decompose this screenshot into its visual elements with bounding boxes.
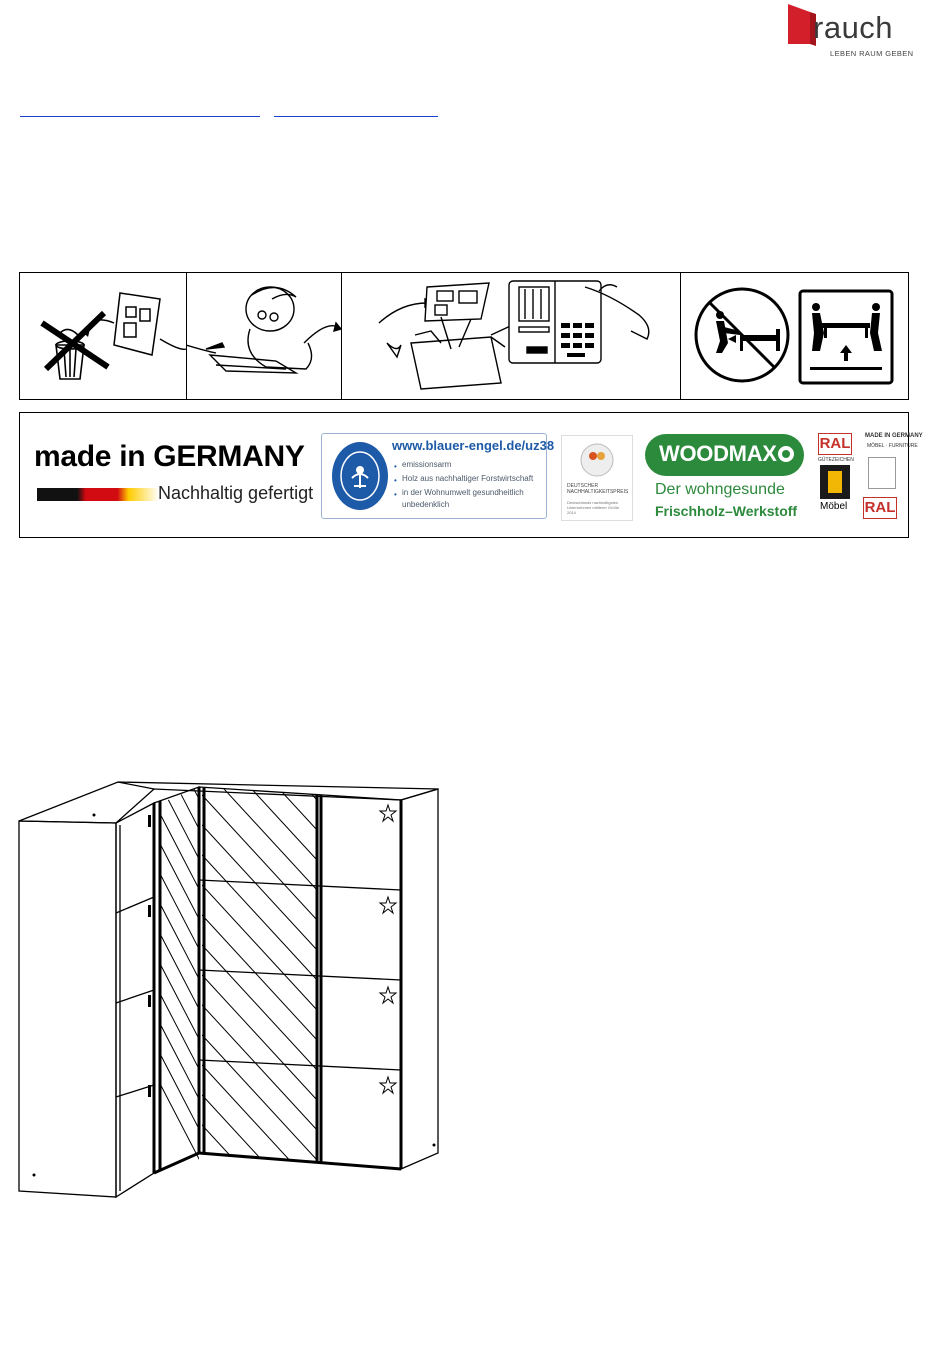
mig-badge-sub: MÖBEL · FURNITURE xyxy=(867,443,918,449)
blauer-engel-item: in der Wohnumwelt gesundheitlich xyxy=(402,488,524,497)
certification-banner xyxy=(19,412,923,538)
panel-read-instructions xyxy=(186,273,342,399)
nachhaltigkeitspreis-sub: Deutschlands nachhaltigstes Unternehmen mittlerer Größe 2014 xyxy=(567,500,620,515)
panel-keep-instructions xyxy=(341,273,681,399)
rauch-logo xyxy=(786,2,912,62)
award-globe-icon xyxy=(579,442,615,478)
nachhaltigkeitspreis-title: DEUTSCHER NACHHALTIGKEITSPREIS xyxy=(567,483,629,495)
mig-badge-title: MADE IN GERMANY xyxy=(865,433,923,439)
blauer-engel-seal-icon xyxy=(330,440,390,512)
blauer-engel-item: emissionsarm xyxy=(402,460,452,469)
blank-field-line-1 xyxy=(20,116,260,117)
blauer-engel-item: Holz aus nachhaltiger Forstwirtschaft xyxy=(402,474,534,483)
ral-label-1: RAL xyxy=(818,433,852,455)
panel-lift-do-not-drag xyxy=(680,273,908,399)
mig-badge-icon xyxy=(868,457,896,489)
ral-label-2: RAL xyxy=(863,497,897,519)
guetezeichen-label: GÜTEZEICHEN xyxy=(818,457,854,463)
blank-field-line-2 xyxy=(274,116,438,117)
nachhaltigkeitspreis-label xyxy=(561,435,633,521)
blauer-engel-item: unbedenklich xyxy=(402,500,450,509)
corner-wardrobe-drawing xyxy=(14,755,444,1200)
made-in-germany-title: made in GERMANY xyxy=(34,440,305,473)
moebel-seal-icon xyxy=(820,465,850,499)
trash-crossed-icon xyxy=(20,273,186,399)
logo-mark-icon xyxy=(786,2,816,46)
blauer-engel-label: www.blauer-engel.de/uz38 emissionsarm Holz aus nachhaltiger Forstwirtschaft in der Wohnumwelt gesundheitlich unbedenklich • • • xyxy=(321,433,547,519)
woodmax-dot-icon xyxy=(778,446,794,462)
made-in-germany-subtitle: Nachhaltig gefertigt xyxy=(158,483,314,503)
woodmax-line-1: Der wohngesunde xyxy=(655,481,785,498)
person-reading-icon xyxy=(186,273,341,399)
logo-tagline: LEBEN RAUM GEBEN xyxy=(830,49,914,58)
lift-furniture-icon xyxy=(680,273,908,399)
instruction-pictogram-strip xyxy=(19,272,909,400)
instructions-folder-icon xyxy=(341,273,680,399)
star-marker-icons xyxy=(380,805,396,1093)
blauer-engel-url: www.blauer-engel.de/uz38 xyxy=(392,438,555,453)
woodmax-line-2: Frischholz–Werkstoff xyxy=(655,503,798,519)
german-flag-gradient-icon xyxy=(37,488,159,501)
woodmax-logo xyxy=(645,434,804,476)
logo-wordmark: rauch xyxy=(813,10,894,45)
moebel-label: Möbel xyxy=(820,501,848,512)
wardrobe-illustration xyxy=(14,755,444,1200)
panel-do-not-discard xyxy=(20,273,187,399)
woodmax-name: WOODMAX xyxy=(659,441,777,466)
